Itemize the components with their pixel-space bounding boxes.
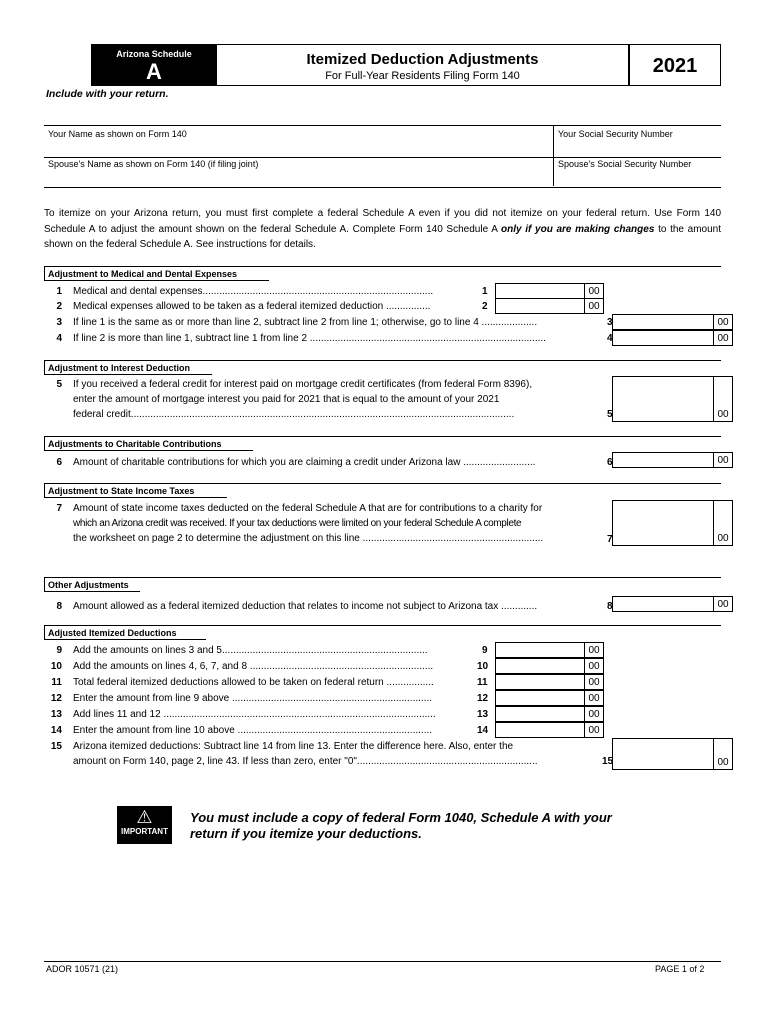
line-14-number: 14	[50, 725, 62, 736]
section-medical-heading: Adjustment to Medical and Dental Expenses	[44, 266, 269, 281]
name-row-spouse	[44, 156, 721, 188]
line-7-ref: 7	[607, 534, 613, 545]
important-badge	[117, 806, 172, 844]
your-ssn-label: Your Social Security Number	[558, 129, 673, 139]
line-9-text: Add the amounts on lines 3 and 5..........................................................................	[73, 645, 428, 656]
line-2-ref: 2	[482, 301, 488, 312]
name-row-taxpayer	[44, 125, 721, 158]
form-id: ADOR 10571 (21)	[46, 964, 119, 974]
line-7-text-c: the worksheet on page 2 to determine the adjustment on this line .................................................................	[73, 533, 544, 544]
spouse-ssn-field[interactable]	[553, 156, 721, 186]
line-5-cents: 00	[713, 377, 732, 421]
line-9-amount-input[interactable]	[495, 642, 604, 658]
section-state-tax-heading: Adjustment to State Income Taxes	[44, 483, 227, 498]
line-1-ref: 1	[482, 286, 488, 297]
line-12-amount-input[interactable]	[495, 690, 604, 706]
line-8-amount-input[interactable]	[612, 596, 733, 612]
form-title-box	[217, 44, 629, 86]
line-6-ref: 6	[607, 457, 613, 468]
line-9-cents: 00	[584, 643, 603, 657]
section-divider	[44, 577, 721, 578]
line-11-ref: 11	[477, 677, 488, 688]
line-12	[44, 692, 721, 706]
line-10-ref: 10	[477, 661, 489, 672]
line-15-number: 15	[50, 741, 62, 752]
line-6-cents: 00	[713, 453, 732, 467]
line-13-text: Add lines 11 and 12 ..................................................................................................	[73, 709, 436, 720]
schedule-label: Arizona Schedule	[116, 49, 192, 59]
line-13-number: 13	[50, 709, 62, 720]
line-4-number: 4	[56, 333, 62, 344]
line-5-amount-input[interactable]	[612, 376, 733, 422]
intro-text-2: to the amount shown on the federal Schedule A. See instructions for details.	[44, 223, 721, 250]
line-6-amount-input[interactable]	[612, 452, 733, 468]
line-2-text: Medical expenses allowed to be taken as a federal itemized deduction ................	[73, 301, 431, 312]
line-12-text: Enter the amount from line 9 above ........................................................................	[73, 693, 433, 704]
section-adjusted-heading: Adjusted Itemized Deductions	[44, 625, 206, 640]
line-3-amount-input[interactable]	[612, 314, 733, 330]
line-14-cents: 00	[584, 723, 603, 737]
line-15-text-a: Arizona itemized deductions: Subtract line 14 from line 13. Enter the difference here. Also, enter the	[73, 741, 514, 752]
line-4-text: If line 2 is more than line 1, subtract line 1 from line 2 .....................................................................................	[73, 333, 546, 344]
line-2-number: 2	[56, 301, 62, 312]
line-5-number: 5	[56, 379, 62, 390]
line-12-number: 12	[50, 693, 62, 704]
tax-year: 2021	[629, 44, 721, 86]
line-14-text: Enter the amount from line 10 above ......................................................................	[73, 725, 433, 736]
line-1-amount-input[interactable]	[495, 283, 604, 299]
line-14-amount-input[interactable]	[495, 722, 604, 738]
line-6-number: 6	[56, 457, 62, 468]
line-1	[44, 285, 721, 299]
section-interest-heading: Adjustment to Interest Deduction	[44, 360, 212, 375]
line-3-cents: 00	[713, 315, 732, 329]
line-1-number: 1	[56, 286, 62, 297]
intro-emphasis: only if you are making changes	[501, 223, 655, 235]
line-8-cents: 00	[713, 597, 732, 611]
footer-divider	[44, 961, 721, 962]
line-7-cents: 00	[713, 501, 732, 545]
section-other-heading: Other Adjustments	[44, 577, 140, 592]
line-10	[44, 660, 721, 674]
form-title: Itemized Deduction Adjustments	[306, 51, 539, 68]
important-notice	[190, 810, 612, 842]
line-9-ref: 9	[482, 645, 488, 656]
line-13	[44, 708, 721, 722]
line-11-amount-input[interactable]	[495, 674, 604, 690]
line-15-amount-input[interactable]	[612, 738, 733, 770]
spouse-ssn-label: Spouse's Social Security Number	[558, 159, 692, 169]
line-7-amount-input[interactable]	[612, 500, 733, 546]
line-1-cents: 00	[584, 284, 603, 298]
line-3-text: If line 1 is the same as or more than line 2, subtract line 2 from line 1; otherwise, go to line 4 ....................	[73, 317, 538, 328]
line-15-ref: 15	[602, 756, 614, 767]
section-charitable-heading: Adjustments to Charitable Contributions	[44, 436, 253, 451]
line-11	[44, 676, 721, 690]
line-4-cents: 00	[713, 331, 732, 345]
spouse-name-label: Spouse's Name as shown on Form 140 (if filing joint)	[48, 159, 259, 169]
line-11-cents: 00	[584, 675, 603, 689]
line-7-text-a: Amount of state income taxes deducted on the federal Schedule A that are for contributions to a charity for	[73, 503, 543, 514]
line-13-amount-input[interactable]	[495, 706, 604, 722]
warning-icon: ⚠	[136, 807, 153, 827]
intro-text-1: To itemize on your Arizona return, you must first complete a federal Schedule A even if you did not itemize on your federal return. Use Form 140 Schedule A to adjust the amount shown on the federal Schedule A. Complete Form 140 Schedule A	[44, 208, 721, 235]
line-14	[44, 724, 721, 738]
line-13-ref: 13	[477, 709, 489, 720]
line-8-text: Amount allowed as a federal itemized deduction that relates to income not subject to Arizona tax .............	[73, 601, 538, 612]
spouse-name-field[interactable]	[44, 156, 553, 172]
line-6-text: Amount of charitable contributions for which you are claiming a credit under Arizona law ..........................	[73, 457, 536, 468]
schedule-letter: A	[146, 59, 162, 84]
line-13-cents: 00	[584, 707, 603, 721]
line-12-cents: 00	[584, 691, 603, 705]
line-3-ref: 3	[607, 317, 613, 328]
important-line-1: You must include a copy of federal Form 1040, Schedule A with your	[190, 810, 612, 825]
line-9	[44, 644, 721, 658]
line-7-text-b: which an Arizona credit was received. If your tax deductions were limited on your federal Schedule A complete	[73, 518, 522, 529]
line-3-number: 3	[56, 317, 62, 328]
line-8-number: 8	[56, 601, 62, 612]
line-14-ref: 14	[477, 725, 489, 736]
line-11-text: Total federal itemized deductions allowed to be taken on federal return .................	[73, 677, 434, 688]
line-11-number: 11	[51, 677, 62, 688]
important-line-2: return if you itemize your deductions.	[190, 826, 422, 841]
line-2-cents: 00	[584, 299, 603, 313]
line-5-ref: 5	[607, 409, 613, 420]
line-2-amount-input[interactable]	[495, 298, 604, 314]
line-2	[44, 300, 721, 314]
instructions-paragraph	[44, 206, 721, 253]
line-7-number: 7	[56, 503, 62, 514]
your-ssn-field[interactable]	[553, 126, 721, 156]
line-5-text-b: enter the amount of mortgage interest you paid for 2021 that is equal to the amount of your 2021	[73, 394, 500, 405]
line-4-ref: 4	[607, 333, 613, 344]
include-note: Include with your return.	[46, 88, 169, 100]
line-15-text-b: amount on Form 140, page 2, line 43. If less than zero, enter "0".................................................................	[73, 756, 538, 767]
important-label: IMPORTANT	[121, 827, 168, 836]
line-1-text: Medical and dental expenses...................................................................................	[73, 286, 434, 297]
line-8-ref: 8	[607, 601, 613, 612]
your-name-label: Your Name as shown on Form 140	[48, 129, 187, 139]
line-10-amount-input[interactable]	[495, 658, 604, 674]
page-number: PAGE 1 of 2	[655, 964, 705, 974]
line-12-ref: 12	[477, 693, 489, 704]
line-4-amount-input[interactable]	[612, 330, 733, 346]
line-10-text: Add the amounts on lines 4, 6, 7, and 8 ..................................................................	[73, 661, 434, 672]
schedule-badge	[91, 44, 217, 86]
line-10-number: 10	[50, 661, 62, 672]
line-5-text-a: If you received a federal credit for interest paid on mortgage credit certificates (from federal Form 8396),	[73, 379, 533, 390]
form-subtitle: For Full-Year Residents Filing Form 140	[325, 70, 520, 82]
your-name-field[interactable]	[44, 126, 553, 142]
line-9-number: 9	[56, 645, 62, 656]
line-10-cents: 00	[584, 659, 603, 673]
line-15-cents: 00	[713, 739, 732, 769]
line-5-text-c: federal credit..........................................................................................................................................	[73, 409, 515, 420]
